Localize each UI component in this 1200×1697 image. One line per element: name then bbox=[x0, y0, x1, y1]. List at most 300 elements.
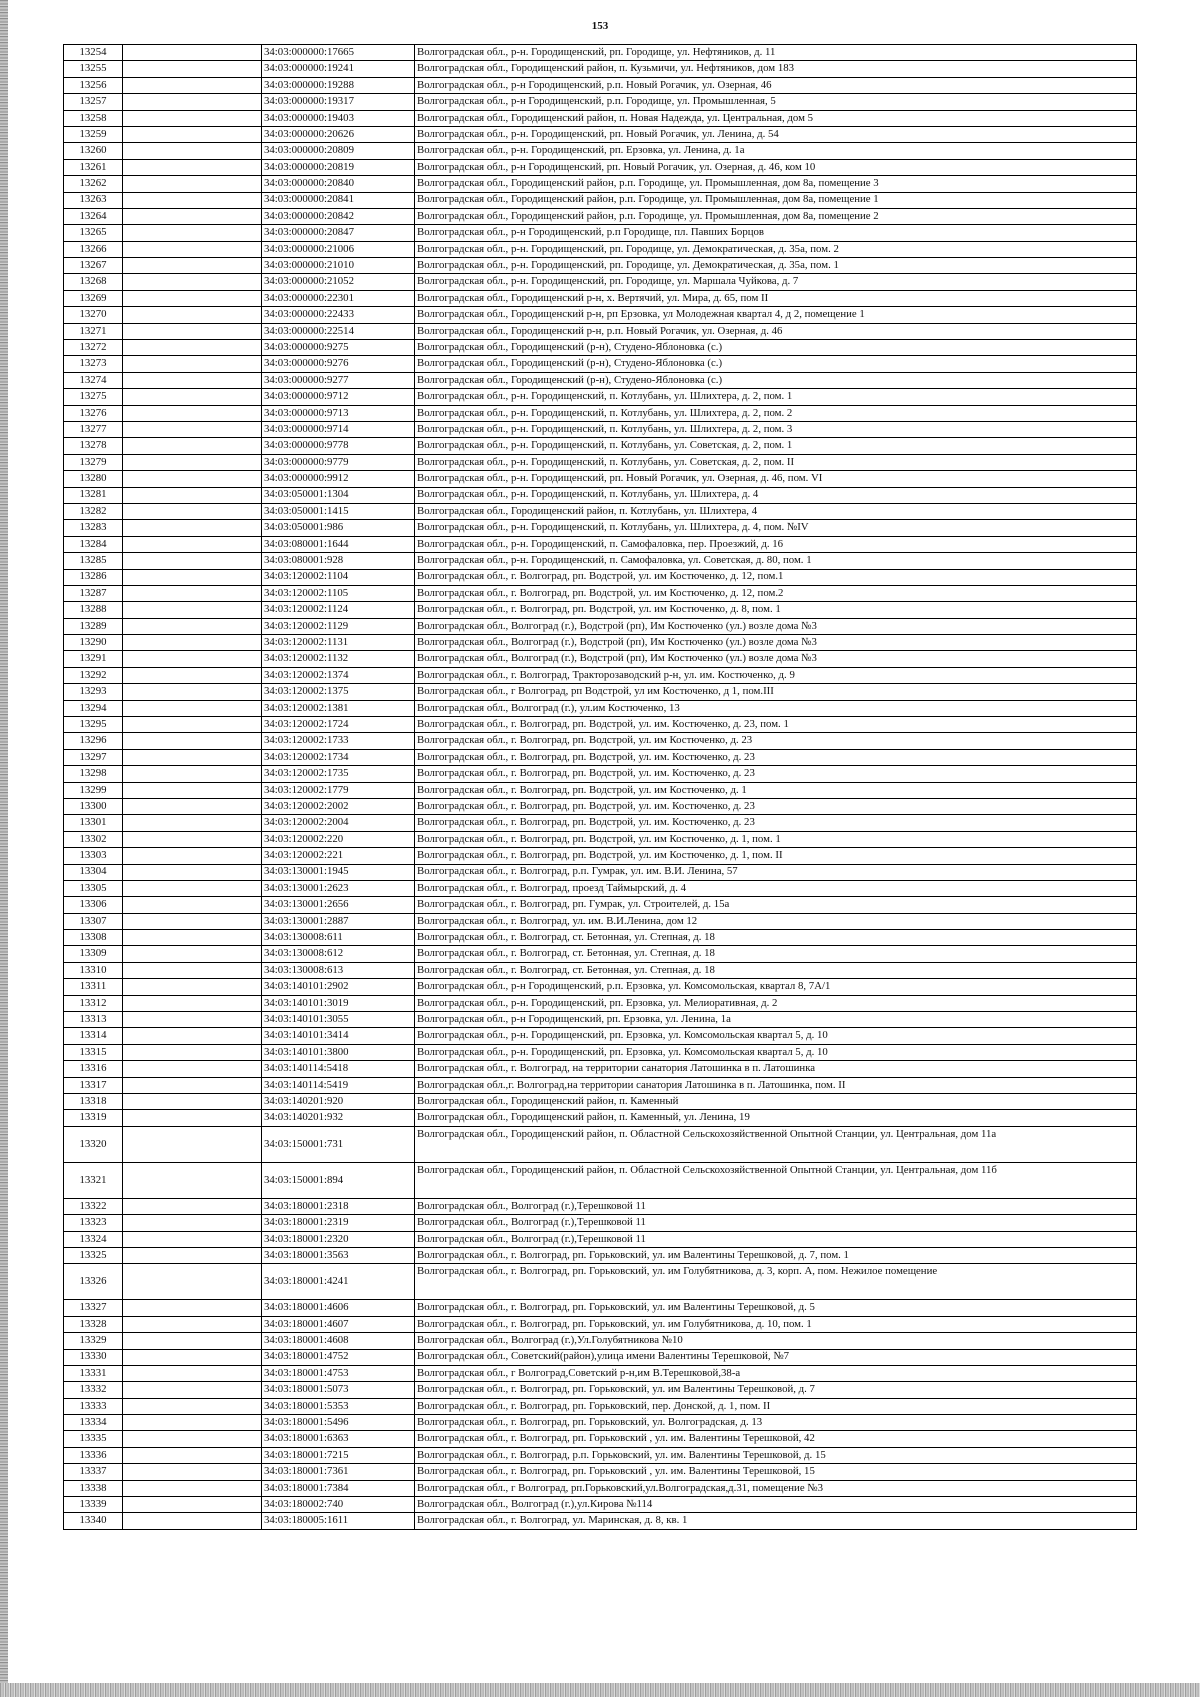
table-row bbox=[64, 1061, 1137, 1077]
address-cell: Волгоградская обл., р-н Городищенский, р.п. Ерзовка, ул. Комсомольская, квартал 8, 7А/1 bbox=[415, 979, 1137, 995]
table-row bbox=[64, 471, 1137, 487]
cadastral-number-cell: 34:03:050001:1304 bbox=[262, 487, 415, 503]
row-number-cell: 13340 bbox=[64, 1513, 123, 1529]
address-cell: Волгоградская обл., г. Волгоград, рп. Горьковский, ул. Волгоградская, д. 13 bbox=[415, 1415, 1137, 1431]
empty-cell bbox=[123, 667, 262, 683]
empty-cell bbox=[123, 176, 262, 192]
empty-cell bbox=[123, 372, 262, 388]
cadastral-number-cell: 34:03:120002:1724 bbox=[262, 717, 415, 733]
table-row bbox=[64, 962, 1137, 978]
address-cell: Волгоградская обл., г. Волгоград, рп. Водстрой, ул. им. Костюченко, д. 23, пом. 1 bbox=[415, 717, 1137, 733]
table-row bbox=[64, 487, 1137, 503]
empty-cell bbox=[123, 110, 262, 126]
empty-cell bbox=[123, 1365, 262, 1381]
address-cell: Волгоградская обл., г. Волгоград, рп. Водстрой, ул. им. Костюченко, д. 23 bbox=[415, 815, 1137, 831]
address-cell: Волгоградская обл., Городищенский район, р.п. Городище, ул. Промышленная, дом 8а, помещение 2 bbox=[415, 208, 1137, 224]
cadastral-number-cell: 34:03:140101:3414 bbox=[262, 1028, 415, 1044]
cadastral-number-cell: 34:03:180001:7384 bbox=[262, 1480, 415, 1496]
table-row bbox=[64, 159, 1137, 175]
row-number-cell: 13337 bbox=[64, 1464, 123, 1480]
empty-cell bbox=[123, 241, 262, 257]
row-number-cell: 13312 bbox=[64, 995, 123, 1011]
empty-cell bbox=[123, 454, 262, 470]
address-cell: Волгоградская обл., г. Волгоград, рп. Водстрой, ул. им Костюченко, д. 23 bbox=[415, 733, 1137, 749]
address-cell: Волгоградская обл., р-н. Городищенский, п. Котлубань, ул. Шлихтера, д. 2, пом. 3 bbox=[415, 421, 1137, 437]
address-cell: Волгоградская обл., Городищенский р-н, р.п. Новый Рогачик, ул. Озерная, д. 46 bbox=[415, 323, 1137, 339]
table-row bbox=[64, 635, 1137, 651]
cadastral-number-cell: 34:03:000000:9779 bbox=[262, 454, 415, 470]
cadastral-number-cell: 34:03:180001:5496 bbox=[262, 1415, 415, 1431]
row-number-cell: 13274 bbox=[64, 372, 123, 388]
row-number-cell: 13306 bbox=[64, 897, 123, 913]
empty-cell bbox=[123, 602, 262, 618]
address-cell: Волгоградская обл., Городищенский р-н, х. Вертячий, ул. Мира, д. 65, пом II bbox=[415, 290, 1137, 306]
cadastral-number-cell: 34:03:120002:1381 bbox=[262, 700, 415, 716]
cadastral-number-cell: 34:03:180001:2319 bbox=[262, 1215, 415, 1231]
table-row bbox=[64, 372, 1137, 388]
row-number-cell: 13295 bbox=[64, 717, 123, 733]
row-number-cell: 13325 bbox=[64, 1247, 123, 1263]
cadastral-number-cell: 34:03:120002:220 bbox=[262, 831, 415, 847]
empty-cell bbox=[123, 635, 262, 651]
table-row bbox=[64, 94, 1137, 110]
table-row bbox=[64, 208, 1137, 224]
row-number-cell: 13269 bbox=[64, 290, 123, 306]
cadastral-number-cell: 34:03:120002:1735 bbox=[262, 766, 415, 782]
table-row bbox=[64, 1431, 1137, 1447]
table-row bbox=[64, 45, 1137, 61]
cadastral-number-cell: 34:03:000000:9276 bbox=[262, 356, 415, 372]
empty-cell bbox=[123, 766, 262, 782]
address-cell: Волгоградская обл., Волгоград (г.), Водстрой (рп), Им Костюченко (ул.) возле дома №3 bbox=[415, 635, 1137, 651]
empty-cell bbox=[123, 1094, 262, 1110]
table-row bbox=[64, 717, 1137, 733]
table-row bbox=[64, 274, 1137, 290]
table-row bbox=[64, 241, 1137, 257]
empty-cell bbox=[123, 1044, 262, 1060]
empty-cell bbox=[123, 1012, 262, 1028]
row-number-cell: 13321 bbox=[64, 1162, 123, 1198]
row-number-cell: 13278 bbox=[64, 438, 123, 454]
table-row bbox=[64, 143, 1137, 159]
table-row bbox=[64, 61, 1137, 77]
empty-cell bbox=[123, 1398, 262, 1414]
row-number-cell: 13285 bbox=[64, 553, 123, 569]
empty-cell bbox=[123, 1480, 262, 1496]
table-row bbox=[64, 176, 1137, 192]
address-cell: Волгоградская обл., р-н. Городищенский, п. Котлубань, ул. Шлихтера, д. 4, пом. №IV bbox=[415, 520, 1137, 536]
row-number-cell: 13276 bbox=[64, 405, 123, 421]
address-cell: Волгоградская обл., р-н Городищенский, рп. Новый Рогачик, ул. Озерная, д. 46, ком 10 bbox=[415, 159, 1137, 175]
row-number-cell: 13290 bbox=[64, 635, 123, 651]
table-row bbox=[64, 1247, 1137, 1263]
table-row bbox=[64, 356, 1137, 372]
empty-cell bbox=[123, 1333, 262, 1349]
row-number-cell: 13331 bbox=[64, 1365, 123, 1381]
address-cell: Волгоградская обл., Городищенский район, п. Каменный bbox=[415, 1094, 1137, 1110]
address-cell: Волгоградская обл., Волгоград (г.), Водстрой (рп), Им Костюченко (ул.) возле дома №3 bbox=[415, 651, 1137, 667]
row-number-cell: 13328 bbox=[64, 1316, 123, 1332]
address-cell: Волгоградская обл., Волгоград (г.),Ул.Голубятникова №10 bbox=[415, 1333, 1137, 1349]
scan-edge-left bbox=[0, 0, 8, 1697]
empty-cell bbox=[123, 1497, 262, 1513]
table-row bbox=[64, 1333, 1137, 1349]
table-row bbox=[64, 1415, 1137, 1431]
table-row bbox=[64, 684, 1137, 700]
table-row bbox=[64, 258, 1137, 274]
address-cell: Волгоградская обл., г Волгоград, рп Водстрой, ул им Костюченко, д 1, пом.III bbox=[415, 684, 1137, 700]
row-number-cell: 13304 bbox=[64, 864, 123, 880]
address-cell: Волгоградская обл., р-н. Городищенский, рп. Ерзовка, ул. Ленина, д. 1а bbox=[415, 143, 1137, 159]
row-number-cell: 13319 bbox=[64, 1110, 123, 1126]
cadastral-number-cell: 34:03:000000:20841 bbox=[262, 192, 415, 208]
address-cell: Волгоградская обл., Городищенский (р-н), Студено-Яблоновка (с.) bbox=[415, 356, 1137, 372]
row-number-cell: 13327 bbox=[64, 1300, 123, 1316]
row-number-cell: 13288 bbox=[64, 602, 123, 618]
address-cell: Волгоградская обл., р-н. Городищенский, рп. Ерзовка, ул. Комсомольская квартал 5, д. 10 bbox=[415, 1044, 1137, 1060]
row-number-cell: 13302 bbox=[64, 831, 123, 847]
address-cell: Волгоградская обл., г. Волгоград, рп. Водстрой, ул. им Костюченко, д. 12, пом.2 bbox=[415, 585, 1137, 601]
table-row bbox=[64, 1198, 1137, 1214]
table-row bbox=[64, 782, 1137, 798]
row-number-cell: 13299 bbox=[64, 782, 123, 798]
table-row bbox=[64, 766, 1137, 782]
address-cell: Волгоградская обл., г. Волгоград, рп. Горьковский, ул. им Валентины Терешковой, д. 7 bbox=[415, 1382, 1137, 1398]
row-number-cell: 13257 bbox=[64, 94, 123, 110]
cadastral-number-cell: 34:03:130001:2623 bbox=[262, 880, 415, 896]
empty-cell bbox=[123, 487, 262, 503]
address-cell: Волгоградская обл., г. Волгоград, рп. Горьковский, ул. им Голубятникова, д. 10, пом. 1 bbox=[415, 1316, 1137, 1332]
cadastral-number-cell: 34:03:050001:986 bbox=[262, 520, 415, 536]
row-number-cell: 13318 bbox=[64, 1094, 123, 1110]
address-cell: Волгоградская обл., г. Волгоград, р.п. Гумрак, ул. им. В.И. Ленина, 57 bbox=[415, 864, 1137, 880]
table-row bbox=[64, 225, 1137, 241]
empty-cell bbox=[123, 1382, 262, 1398]
address-cell: Волгоградская обл., г. Волгоград, рп. Водстрой, ул. им. Костюченко, д. 23 bbox=[415, 749, 1137, 765]
cadastral-number-cell: 34:03:180001:2318 bbox=[262, 1198, 415, 1214]
cadastral-number-cell: 34:03:000000:21006 bbox=[262, 241, 415, 257]
cadastral-number-cell: 34:03:130001:2656 bbox=[262, 897, 415, 913]
empty-cell bbox=[123, 930, 262, 946]
row-number-cell: 13329 bbox=[64, 1333, 123, 1349]
cadastral-number-cell: 34:03:120002:2004 bbox=[262, 815, 415, 831]
table-row bbox=[64, 77, 1137, 93]
table-row bbox=[64, 1028, 1137, 1044]
cadastral-number-cell: 34:03:000000:20819 bbox=[262, 159, 415, 175]
address-cell: Волгоградская обл., Городищенский район, п. Каменный, ул. Ленина, 19 bbox=[415, 1110, 1137, 1126]
cadastral-number-cell: 34:03:000000:9277 bbox=[262, 372, 415, 388]
table-row bbox=[64, 1382, 1137, 1398]
empty-cell bbox=[123, 1215, 262, 1231]
empty-cell bbox=[123, 1110, 262, 1126]
cadastral-number-cell: 34:03:180001:4607 bbox=[262, 1316, 415, 1332]
empty-cell bbox=[123, 405, 262, 421]
table-row bbox=[64, 831, 1137, 847]
cadastral-number-cell: 34:03:000000:9714 bbox=[262, 421, 415, 437]
row-number-cell: 13273 bbox=[64, 356, 123, 372]
empty-cell bbox=[123, 1447, 262, 1463]
cadastral-number-cell: 34:03:000000:19288 bbox=[262, 77, 415, 93]
empty-cell bbox=[123, 1300, 262, 1316]
cadastral-number-cell: 34:03:120002:221 bbox=[262, 848, 415, 864]
empty-cell bbox=[123, 1349, 262, 1365]
cadastral-number-cell: 34:03:180001:5073 bbox=[262, 1382, 415, 1398]
cadastral-number-cell: 34:03:000000:20847 bbox=[262, 225, 415, 241]
address-cell: Волгоградская обл., р-н Городищенский, р.п. Городище, ул. Промышленная, 5 bbox=[415, 94, 1137, 110]
table-row bbox=[64, 1012, 1137, 1028]
cadastral-number-cell: 34:03:120002:1779 bbox=[262, 782, 415, 798]
row-number-cell: 13322 bbox=[64, 1198, 123, 1214]
empty-cell bbox=[123, 995, 262, 1011]
empty-cell bbox=[123, 192, 262, 208]
cadastral-number-cell: 34:03:140201:920 bbox=[262, 1094, 415, 1110]
table-row bbox=[64, 930, 1137, 946]
address-cell: Волгоградская обл., Волгоград (г.), Водстрой (рп), Им Костюченко (ул.) возле дома №3 bbox=[415, 618, 1137, 634]
address-cell: Волгоградская обл., Городищенский район, р.п. Городище, ул. Промышленная, дом 8а, помещение 3 bbox=[415, 176, 1137, 192]
address-cell: Волгоградская обл., Городищенский район, п. Новая Надежда, ул. Центральная, дом 5 bbox=[415, 110, 1137, 126]
cadastral-number-cell: 34:03:080001:928 bbox=[262, 553, 415, 569]
table-row bbox=[64, 749, 1137, 765]
empty-cell bbox=[123, 94, 262, 110]
cadastral-number-cell: 34:03:120002:1131 bbox=[262, 635, 415, 651]
cadastral-number-cell: 34:03:140101:3055 bbox=[262, 1012, 415, 1028]
row-number-cell: 13280 bbox=[64, 471, 123, 487]
cadastral-number-cell: 34:03:000000:20626 bbox=[262, 126, 415, 142]
address-cell: Волгоградская обл., Волгоград (г.), ул.им Костюченко, 13 bbox=[415, 700, 1137, 716]
empty-cell bbox=[123, 897, 262, 913]
empty-cell bbox=[123, 1231, 262, 1247]
table-row bbox=[64, 602, 1137, 618]
address-cell: Волгоградская обл., г. Волгоград, рп. Водстрой, ул. им. Костюченко, д. 23 bbox=[415, 766, 1137, 782]
row-number-cell: 13307 bbox=[64, 913, 123, 929]
table-row bbox=[64, 1231, 1137, 1247]
row-number-cell: 13309 bbox=[64, 946, 123, 962]
row-number-cell: 13271 bbox=[64, 323, 123, 339]
cadastral-number-cell: 34:03:180001:4608 bbox=[262, 1333, 415, 1349]
cadastral-number-cell: 34:03:000000:9713 bbox=[262, 405, 415, 421]
table-row bbox=[64, 553, 1137, 569]
table-row bbox=[64, 126, 1137, 142]
row-number-cell: 13336 bbox=[64, 1447, 123, 1463]
address-cell: Волгоградская обл., г. Волгоград, рп. Горьковский , ул. им. Валентины Терешковой, 15 bbox=[415, 1464, 1137, 1480]
table-row bbox=[64, 946, 1137, 962]
address-cell: Волгоградская обл., Городищенский район, п. Областной Сельскохозяйственной Опытной Станции, ул. Центральная, дом 11б bbox=[415, 1162, 1137, 1198]
address-cell: Волгоградская обл., г. Волгоград, рп. Водстрой, ул. им Костюченко, д. 8, пом. 1 bbox=[415, 602, 1137, 618]
table-row bbox=[64, 700, 1137, 716]
cadastral-number-cell: 34:03:130001:1945 bbox=[262, 864, 415, 880]
empty-cell bbox=[123, 323, 262, 339]
cadastral-number-cell: 34:03:000000:20840 bbox=[262, 176, 415, 192]
address-cell: Волгоградская обл., г. Волгоград, рп. Водстрой, ул. им Костюченко, д. 1 bbox=[415, 782, 1137, 798]
empty-cell bbox=[123, 651, 262, 667]
empty-cell bbox=[123, 700, 262, 716]
address-cell: Волгоградская обл., р-н. Городищенский, п. Котлубань, ул. Советская, д. 2, пом. II bbox=[415, 454, 1137, 470]
cadastral-number-cell: 34:03:180002:740 bbox=[262, 1497, 415, 1513]
table-row bbox=[64, 1215, 1137, 1231]
address-cell: Волгоградская обл., г. Волгоград, рп. Водстрой, ул. им Костюченко, д. 12, пом.1 bbox=[415, 569, 1137, 585]
row-number-cell: 13320 bbox=[64, 1126, 123, 1162]
row-number-cell: 13282 bbox=[64, 503, 123, 519]
empty-cell bbox=[123, 1198, 262, 1214]
address-cell: Волгоградская обл., р-н. Городищенский, рп. Ерзовка, ул. Мелиоративная, д. 2 bbox=[415, 995, 1137, 1011]
address-cell: Волгоградская обл., р-н. Городищенский, рп. Городище, ул. Нефтяников, д. 11 bbox=[415, 45, 1137, 61]
row-number-cell: 13297 bbox=[64, 749, 123, 765]
cadastral-number-cell: 34:03:000000:17665 bbox=[262, 45, 415, 61]
empty-cell bbox=[123, 831, 262, 847]
row-number-cell: 13272 bbox=[64, 340, 123, 356]
row-number-cell: 13292 bbox=[64, 667, 123, 683]
cadastral-number-cell: 34:03:120002:1132 bbox=[262, 651, 415, 667]
row-number-cell: 13284 bbox=[64, 536, 123, 552]
cadastral-number-cell: 34:03:140101:2902 bbox=[262, 979, 415, 995]
row-number-cell: 13287 bbox=[64, 585, 123, 601]
row-number-cell: 13270 bbox=[64, 307, 123, 323]
address-cell: Волгоградская обл., г. Волгоград, рп. Горьковский , ул. им. Валентины Терешковой, 42 bbox=[415, 1431, 1137, 1447]
cadastral-number-cell: 34:03:180001:4606 bbox=[262, 1300, 415, 1316]
table-row bbox=[64, 307, 1137, 323]
table-row bbox=[64, 880, 1137, 896]
address-cell: Волгоградская обл., г Волгоград,Советский р-н,им В.Терешковой,38-а bbox=[415, 1365, 1137, 1381]
table-row bbox=[64, 405, 1137, 421]
address-cell: Волгоградская обл., р-н. Городищенский, п. Котлубань, ул. Шлихтера, д. 2, пом. 2 bbox=[415, 405, 1137, 421]
cadastral-number-cell: 34:03:150001:731 bbox=[262, 1126, 415, 1162]
row-number-cell: 13305 bbox=[64, 880, 123, 896]
table-row bbox=[64, 1126, 1137, 1162]
row-number-cell: 13264 bbox=[64, 208, 123, 224]
address-cell: Волгоградская обл., г. Волгоград, ст. Бетонная, ул. Степная, д. 18 bbox=[415, 946, 1137, 962]
empty-cell bbox=[123, 143, 262, 159]
row-number-cell: 13296 bbox=[64, 733, 123, 749]
empty-cell bbox=[123, 749, 262, 765]
cadastral-number-cell: 34:03:120002:1734 bbox=[262, 749, 415, 765]
cadastral-number-cell: 34:03:000000:9275 bbox=[262, 340, 415, 356]
row-number-cell: 13262 bbox=[64, 176, 123, 192]
table-row bbox=[64, 1264, 1137, 1300]
table-row bbox=[64, 192, 1137, 208]
table-row bbox=[64, 815, 1137, 831]
cadastral-number-cell: 34:03:140101:3800 bbox=[262, 1044, 415, 1060]
row-number-cell: 13338 bbox=[64, 1480, 123, 1496]
table-row bbox=[64, 536, 1137, 552]
empty-cell bbox=[123, 77, 262, 93]
cadastral-number-cell: 34:03:140114:5419 bbox=[262, 1077, 415, 1093]
cadastral-number-cell: 34:03:180001:4753 bbox=[262, 1365, 415, 1381]
row-number-cell: 13275 bbox=[64, 389, 123, 405]
table-row bbox=[64, 503, 1137, 519]
table-row bbox=[64, 1447, 1137, 1463]
empty-cell bbox=[123, 815, 262, 831]
empty-cell bbox=[123, 913, 262, 929]
address-cell: Волгоградская обл., р-н Городищенский, рп. Ерзовка, ул. Ленина, 1а bbox=[415, 1012, 1137, 1028]
address-cell: Волгоградская обл., г. Волгоград, проезд Таймырский, д. 4 bbox=[415, 880, 1137, 896]
row-number-cell: 13261 bbox=[64, 159, 123, 175]
empty-cell bbox=[123, 1061, 262, 1077]
cadastral-number-cell: 34:03:140114:5418 bbox=[262, 1061, 415, 1077]
cadastral-number-cell: 34:03:120002:1733 bbox=[262, 733, 415, 749]
empty-cell bbox=[123, 798, 262, 814]
empty-cell bbox=[123, 520, 262, 536]
cadastral-number-cell: 34:03:120002:1105 bbox=[262, 585, 415, 601]
address-cell: Волгоградская обл., г. Волгоград, рп. Гумрак, ул. Строителей, д. 15а bbox=[415, 897, 1137, 913]
row-number-cell: 13289 bbox=[64, 618, 123, 634]
address-cell: Волгоградская обл., г. Волгоград, на территории санатория Латошинка в п. Латошинка bbox=[415, 1061, 1137, 1077]
address-cell: Волгоградская обл.,г. Волгоград,на территории санатория Латошинка в п. Латошинка, пом. II bbox=[415, 1077, 1137, 1093]
empty-cell bbox=[123, 1431, 262, 1447]
address-cell: Волгоградская обл., р-н. Городищенский, рп. Новый Рогачик, ул. Ленина, д. 54 bbox=[415, 126, 1137, 142]
empty-cell bbox=[123, 389, 262, 405]
cadastral-number-cell: 34:03:120002:1124 bbox=[262, 602, 415, 618]
cadastral-number-cell: 34:03:130008:613 bbox=[262, 962, 415, 978]
table-row bbox=[64, 1398, 1137, 1414]
table-row bbox=[64, 389, 1137, 405]
empty-cell bbox=[123, 1264, 262, 1300]
cadastral-number-cell: 34:03:180001:2320 bbox=[262, 1231, 415, 1247]
address-cell: Волгоградская обл., р-н. Городищенский, рп. Ерзовка, ул. Комсомольская квартал 5, д. 10 bbox=[415, 1028, 1137, 1044]
cadastral-number-cell: 34:03:140101:3019 bbox=[262, 995, 415, 1011]
table-row bbox=[64, 110, 1137, 126]
table-row bbox=[64, 1044, 1137, 1060]
row-number-cell: 13334 bbox=[64, 1415, 123, 1431]
row-number-cell: 13298 bbox=[64, 766, 123, 782]
row-number-cell: 13301 bbox=[64, 815, 123, 831]
row-number-cell: 13256 bbox=[64, 77, 123, 93]
row-number-cell: 13279 bbox=[64, 454, 123, 470]
address-cell: Волгоградская обл., г. Волгоград, ст. Бетонная, ул. Степная, д. 18 bbox=[415, 930, 1137, 946]
table-row bbox=[64, 1365, 1137, 1381]
empty-cell bbox=[123, 618, 262, 634]
table-row bbox=[64, 1349, 1137, 1365]
table-row bbox=[64, 798, 1137, 814]
empty-cell bbox=[123, 126, 262, 142]
cadastral-number-cell: 34:03:180001:5353 bbox=[262, 1398, 415, 1414]
row-number-cell: 13277 bbox=[64, 421, 123, 437]
cadastral-number-cell: 34:03:180001:7215 bbox=[262, 1447, 415, 1463]
address-cell: Волгоградская обл., Городищенский р-н, рп Ерзовка, ул Молодежная квартал 4, д 2, помещение 1 bbox=[415, 307, 1137, 323]
row-number-cell: 13303 bbox=[64, 848, 123, 864]
table-row bbox=[64, 1513, 1137, 1529]
cadastral-number-cell: 34:03:000000:21052 bbox=[262, 274, 415, 290]
empty-cell bbox=[123, 421, 262, 437]
table-row bbox=[64, 520, 1137, 536]
empty-cell bbox=[123, 274, 262, 290]
cadastral-number-cell: 34:03:000000:9912 bbox=[262, 471, 415, 487]
empty-cell bbox=[123, 61, 262, 77]
row-number-cell: 13265 bbox=[64, 225, 123, 241]
property-registry-table bbox=[63, 44, 1137, 1530]
cadastral-number-cell: 34:03:000000:22514 bbox=[262, 323, 415, 339]
address-cell: Волгоградская обл., г. Волгоград, Тракторозаводский р-н, ул. им. Костюченко, д. 9 bbox=[415, 667, 1137, 683]
empty-cell bbox=[123, 782, 262, 798]
address-cell: Волгоградская обл., р-н. Городищенский, рп. Городище, ул. Маршала Чуйкова, д. 7 bbox=[415, 274, 1137, 290]
cadastral-number-cell: 34:03:000000:19241 bbox=[262, 61, 415, 77]
row-number-cell: 13330 bbox=[64, 1349, 123, 1365]
cadastral-number-cell: 34:03:000000:21010 bbox=[262, 258, 415, 274]
row-number-cell: 13260 bbox=[64, 143, 123, 159]
table-row bbox=[64, 618, 1137, 634]
empty-cell bbox=[123, 733, 262, 749]
table-row bbox=[64, 569, 1137, 585]
table-row bbox=[64, 733, 1137, 749]
empty-cell bbox=[123, 503, 262, 519]
table-row bbox=[64, 1497, 1137, 1513]
table-row bbox=[64, 438, 1137, 454]
cadastral-number-cell: 34:03:130008:611 bbox=[262, 930, 415, 946]
cadastral-number-cell: 34:03:180001:3563 bbox=[262, 1247, 415, 1263]
row-number-cell: 13283 bbox=[64, 520, 123, 536]
cadastral-number-cell: 34:03:000000:22433 bbox=[262, 307, 415, 323]
scan-edge-bottom bbox=[0, 1683, 1200, 1697]
table-row bbox=[64, 848, 1137, 864]
